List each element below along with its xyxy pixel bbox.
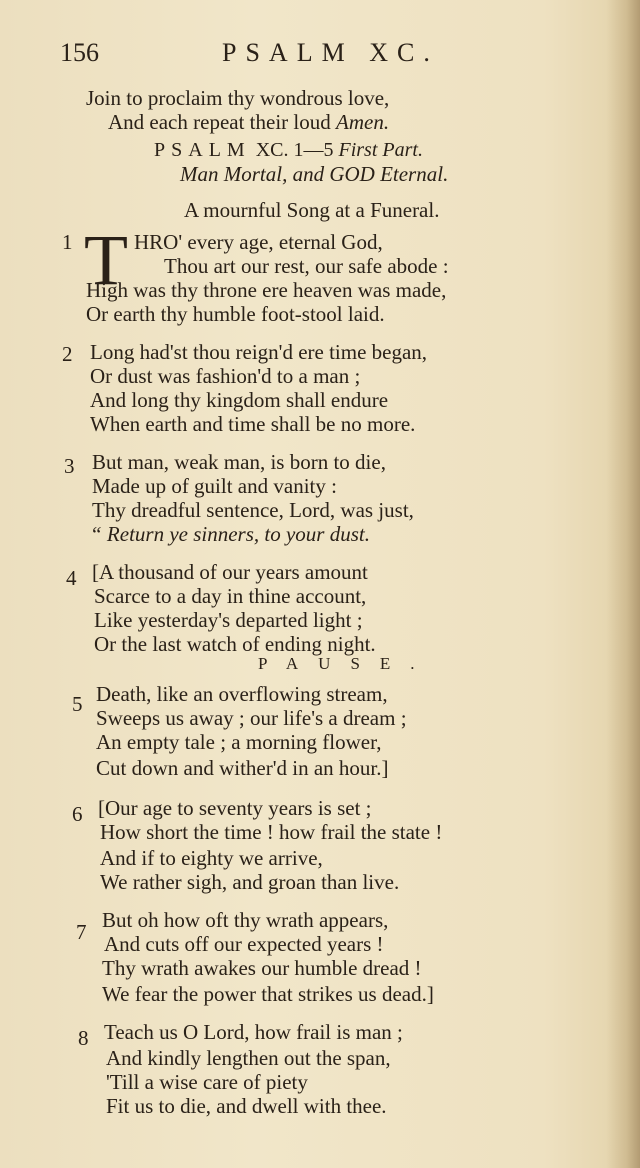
stanza-line: We rather sigh, and groan than live.: [100, 870, 400, 894]
stanza-line: An empty tale ; a morning flower,: [96, 730, 382, 754]
stanza-line: Like yesterday's departed light ;: [94, 608, 363, 632]
stanza-number: 5: [72, 692, 83, 716]
stanza-number: 6: [72, 802, 83, 826]
stanza-line: Scarce to a day in thine account,: [94, 584, 367, 608]
pause-marker: PAUSE.: [258, 654, 435, 673]
running-title: PSALM XC.: [222, 38, 439, 67]
page-number: 156: [60, 38, 99, 67]
stanza-number: 1: [62, 230, 73, 254]
stanza-line: [A thousand of our years amount: [92, 560, 368, 584]
stanza-line: How short the time ! how frail the state !: [100, 820, 443, 844]
quoted-line: “ Return ye sinners, to your dust.: [90, 522, 370, 546]
psalm-reference: XC. 1—5: [250, 139, 339, 161]
stanza-line: And long thy kingdom shall endure: [90, 388, 389, 412]
hymn-subtitle: Man Mortal, and GOD Eternal.: [180, 162, 449, 186]
previous-hymn-line: Join to proclaim thy wondrous love,: [86, 86, 390, 110]
drop-cap: T: [84, 220, 128, 300]
part-label: First Part.: [338, 139, 423, 161]
hymn-occasion: A mournful Song at a Funeral.: [184, 198, 440, 222]
stanza-line: Teach us O Lord, how frail is man ;: [104, 1020, 403, 1044]
stanza-line: Or earth thy humble foot-stool laid.: [86, 302, 385, 326]
stanza-line: And if to eighty we arrive,: [100, 846, 323, 870]
stanza-number: 4: [66, 566, 77, 590]
stanza-line: Thy dreadful sentence, Lord, was just,: [92, 498, 414, 522]
stanza-line: And kindly lengthen out the span,: [106, 1046, 391, 1070]
stanza-line: Made up of guilt and vanity :: [92, 474, 337, 498]
stanza-line: We fear the power that strikes us dead.]: [102, 982, 434, 1006]
stanza-line: Or dust was fashion'd to a man ;: [90, 364, 361, 388]
psalm-heading: [154, 138, 423, 162]
stanza-number: 2: [62, 342, 73, 366]
psalm-word: PSALM: [154, 139, 251, 161]
page-edge-shadow: [606, 0, 640, 1168]
stanza-line: When earth and time shall be no more.: [90, 412, 416, 436]
stanza-line: [Our age to seventy years is set ;: [98, 796, 372, 820]
stanza-line: High was thy throne ere heaven was made,: [86, 278, 447, 302]
stanza-line: But man, weak man, is born to die,: [92, 450, 386, 474]
previous-hymn-text: And each repeat their loud: [108, 110, 336, 134]
stanza-line: HRO' every age, eternal God,: [134, 230, 383, 254]
stanza-line: 'Till a wise care of piety: [106, 1070, 308, 1094]
stanza-number: 8: [78, 1026, 89, 1050]
stanza-line: Thy wrath awakes our humble dread !: [102, 956, 422, 980]
stanza-line: Cut down and wither'd in an hour.]: [96, 756, 389, 780]
previous-hymn-line: [108, 110, 389, 134]
stanza-line: Thou art our rest, our safe abode :: [164, 254, 449, 278]
stanza-number: 7: [76, 920, 87, 944]
stanza-line: But oh how oft thy wrath appears,: [102, 908, 389, 932]
stanza-line: Fit us to die, and dwell with thee.: [106, 1094, 387, 1118]
stanza-number: 3: [64, 454, 75, 478]
stanza-line: And cuts off our expected years !: [104, 932, 384, 956]
stanza-line: Long had'st thou reign'd ere time began,: [90, 340, 428, 364]
amen-word: Amen.: [336, 110, 390, 134]
stanza-line: Or the last watch of ending night.: [94, 632, 376, 656]
stanza-line: Death, like an overflowing stream,: [96, 682, 388, 706]
stanza-line: Sweeps us away ; our life's a dream ;: [96, 706, 407, 730]
